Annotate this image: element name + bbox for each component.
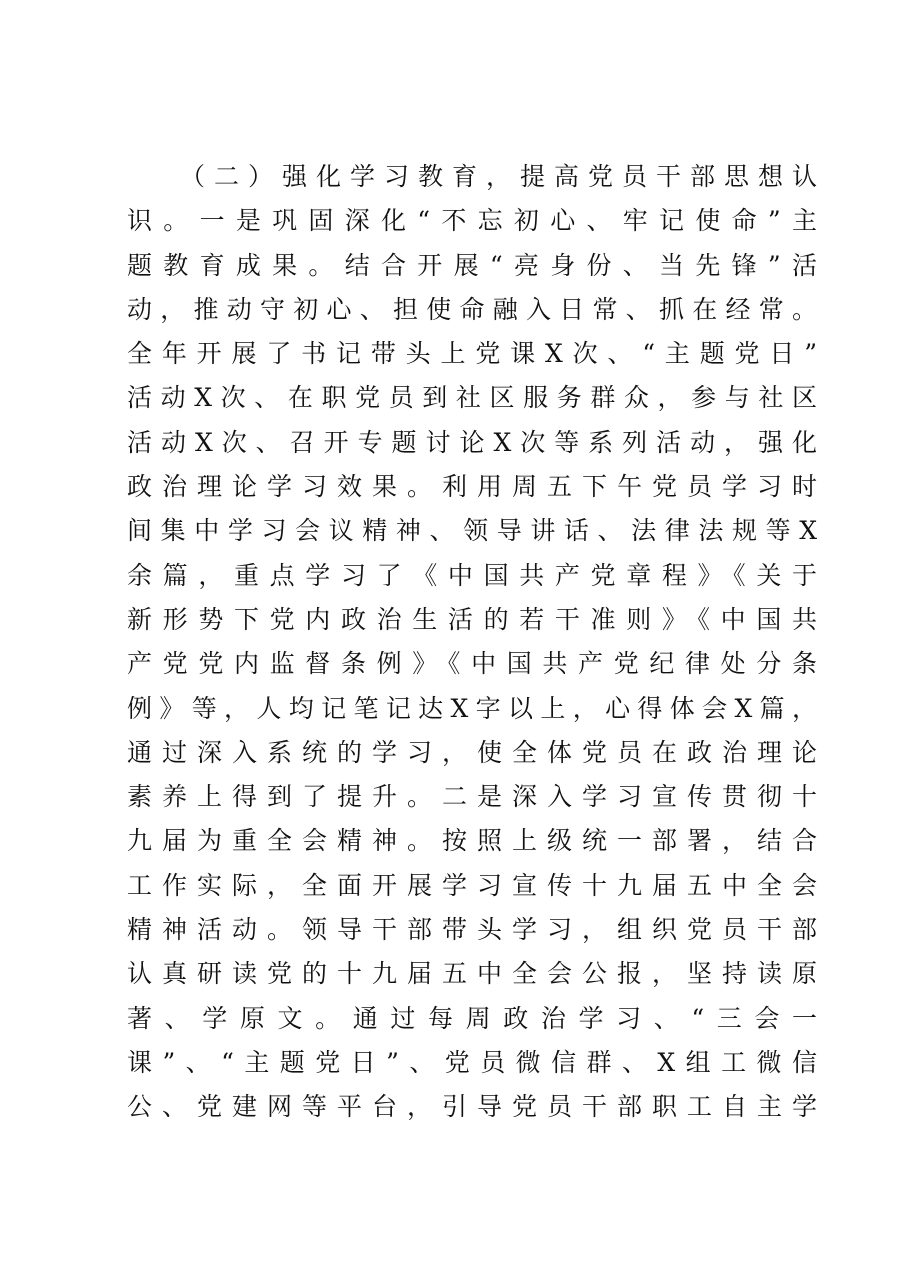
- paragraph-line: 素养上得到了提升。二是深入学习宣传贯彻十: [127, 782, 817, 812]
- paragraph-line: 例》等，人均记笔记达X字以上，心得体会X篇，: [127, 693, 817, 723]
- paragraph-line: 政治理论学习效果。利用周五下午党员学习时: [127, 472, 817, 502]
- paragraph-line: 课”、“主题党日”、党员微信群、X组工微信: [127, 1047, 817, 1077]
- paragraph-line: 九届为重全会精神。按照上级统一部署，结合: [127, 826, 817, 856]
- paragraph-line: 通过深入系统的学习，使全体党员在政治理论: [127, 737, 817, 767]
- paragraph-line: 活动X次、召开专题讨论X次等系列活动，强化: [127, 427, 817, 457]
- paragraph-line: 余篇，重点学习了《中国共产党章程》《关于: [127, 560, 817, 590]
- paragraph-line: 新形势下党内政治生活的若干准则》《中国共: [127, 604, 817, 634]
- paragraph-line: 产党党内监督条例》《中国共产党纪律处分条: [127, 649, 817, 679]
- paragraph-line: 全年开展了书记带头上党课X次、“主题党日”: [127, 339, 817, 369]
- paragraph-line: （二）强化学习教育，提高党员干部思想认: [180, 162, 817, 191]
- paragraph-line: 著、学原文。通过每周政治学习、“三会一: [127, 1003, 817, 1033]
- body-paragraph: [127, 155, 817, 1130]
- paragraph-line: 题教育成果。结合开展“亮身份、当先锋”活: [127, 250, 817, 280]
- paragraph-line: 活动X次、在职党员到社区服务群众，参与社区: [127, 383, 817, 413]
- paragraph-line: 认真研读党的十九届五中全会公报，坚持读原: [127, 959, 817, 989]
- paragraph-line: 动，推动守初心、担使命融入日常、抓在经常。: [127, 294, 817, 324]
- paragraph-line: 间集中学习会议精神、领导讲话、法律法规等X: [127, 516, 817, 546]
- paragraph-line: 工作实际，全面开展学习宣传十九届五中全会: [127, 870, 817, 900]
- paragraph-line: 识。一是巩固深化“不忘初心、牢记使命”主: [127, 206, 817, 236]
- paragraph-line: 精神活动。领导干部带头学习，组织党员干部: [127, 915, 817, 945]
- paragraph-line: 公、党建网等平台，引导党员干部职工自主学: [127, 1092, 817, 1122]
